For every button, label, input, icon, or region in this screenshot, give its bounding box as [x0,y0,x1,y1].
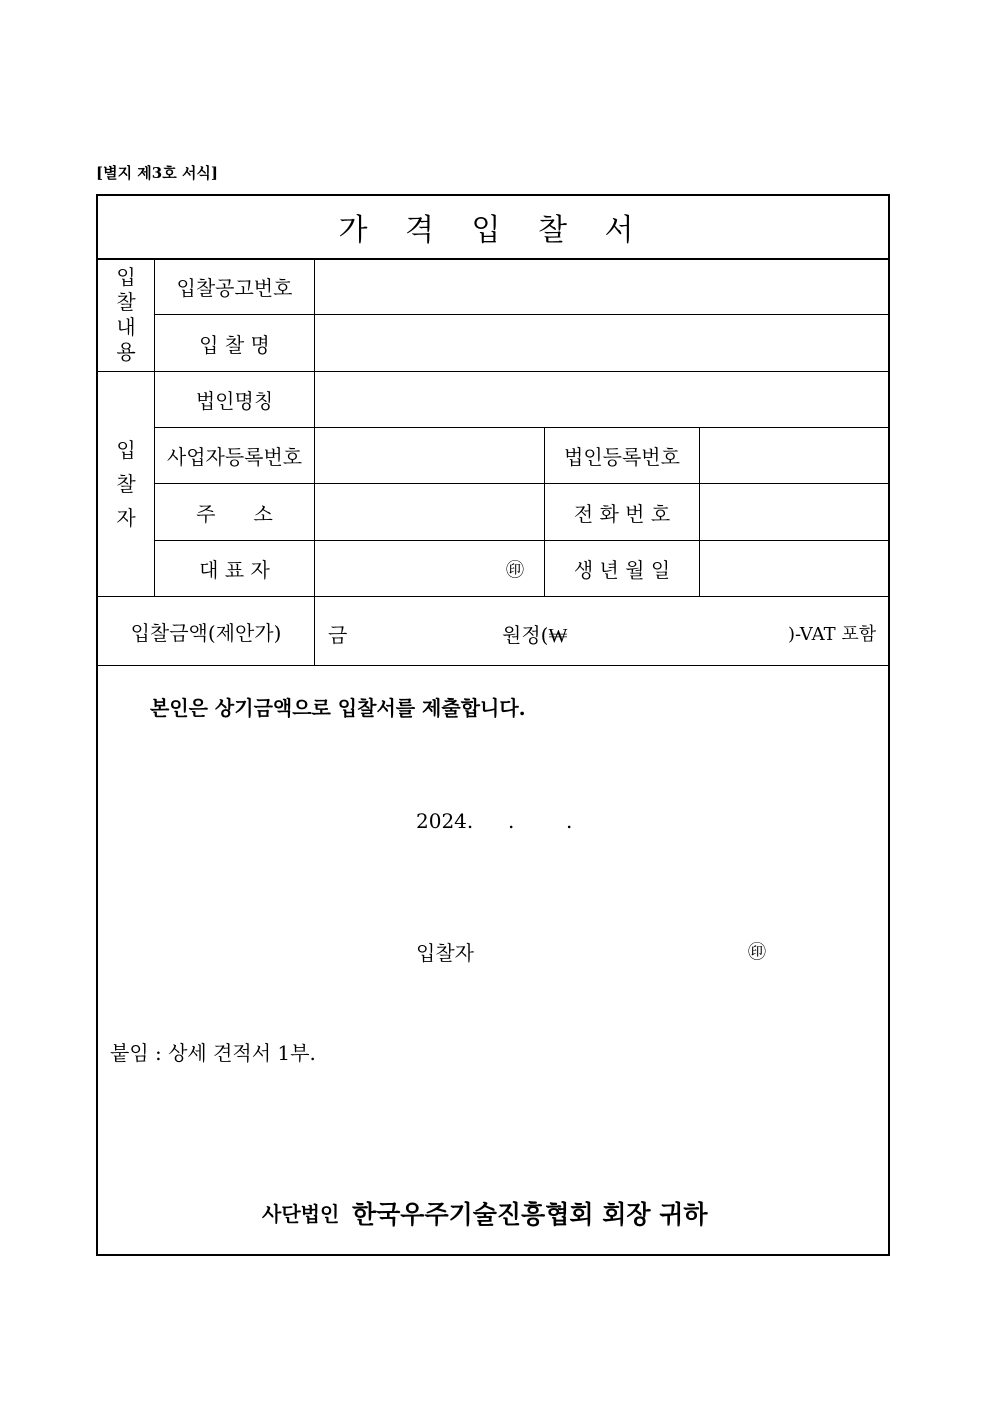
section-bid-content [98,258,154,371]
address-field[interactable] [315,484,544,540]
corp-name-label: 법인명칭 [195,389,274,413]
form-label: [별지 제3호 서식] [96,164,219,182]
form-title: 가 격 입 찰 서 [338,213,648,248]
amount-prefix: 금 [328,623,348,647]
notice-no-label: 입찰공고번호 [176,276,293,300]
bid-name-label: 입 찰 명 [199,332,270,357]
biz-reg-no-label: 사업자등록번호 [166,445,303,469]
amount-field[interactable] [568,608,778,654]
amount-label: 입찰금액(제안가) [130,620,282,645]
date-dot-month: . [508,809,515,833]
bid-form [96,194,890,1256]
section-char: 입 [116,437,136,462]
recipient: 한국우주기술진흥협회 회장 귀하 [352,1200,708,1229]
corp-name-field[interactable] [315,372,888,427]
section-char: 찰 [116,471,136,496]
birth-field[interactable] [700,541,888,596]
phone-field[interactable] [700,484,888,540]
section-char: 자 [116,505,136,530]
attachment-note: 붙임 : 상세 견적서 1부. [110,1041,316,1065]
statement: 본인은 상기금액으로 입찰서를 제출합니다. [150,696,526,720]
date-year: 2024. [416,809,474,833]
section-bidder [98,371,154,596]
section-divider [98,665,888,666]
phone-label: 전 화 번 호 [573,501,671,526]
notice-no-field[interactable] [315,259,888,314]
biz-reg-no-field[interactable] [315,428,544,483]
representative-field[interactable] [315,541,544,596]
section-char: 용 [116,339,136,364]
birth-label: 생 년 월 일 [573,558,671,582]
section-char: 입 [116,264,136,289]
address-label: 주 소 [196,501,273,526]
bidder-sign-label: 입찰자 [416,941,474,965]
corp-reg-no-field[interactable] [700,428,888,483]
corp-reg-no-label: 법인등록번호 [564,445,680,469]
bidder-seal: ㊞ [748,942,766,963]
section-char: 내 [116,314,136,339]
representative-label: 대 표 자 [199,558,270,582]
amount-won-text: 원정(₩ [502,623,568,647]
section-char: 찰 [116,289,136,314]
bid-name-field[interactable] [315,315,888,371]
date-dot-day: . [566,809,573,833]
recipient-prefix: 사단법인 [262,1202,340,1226]
amount-suffix: )-VAT 포함 [788,624,877,645]
seal-mark: ㊞ [506,559,524,581]
